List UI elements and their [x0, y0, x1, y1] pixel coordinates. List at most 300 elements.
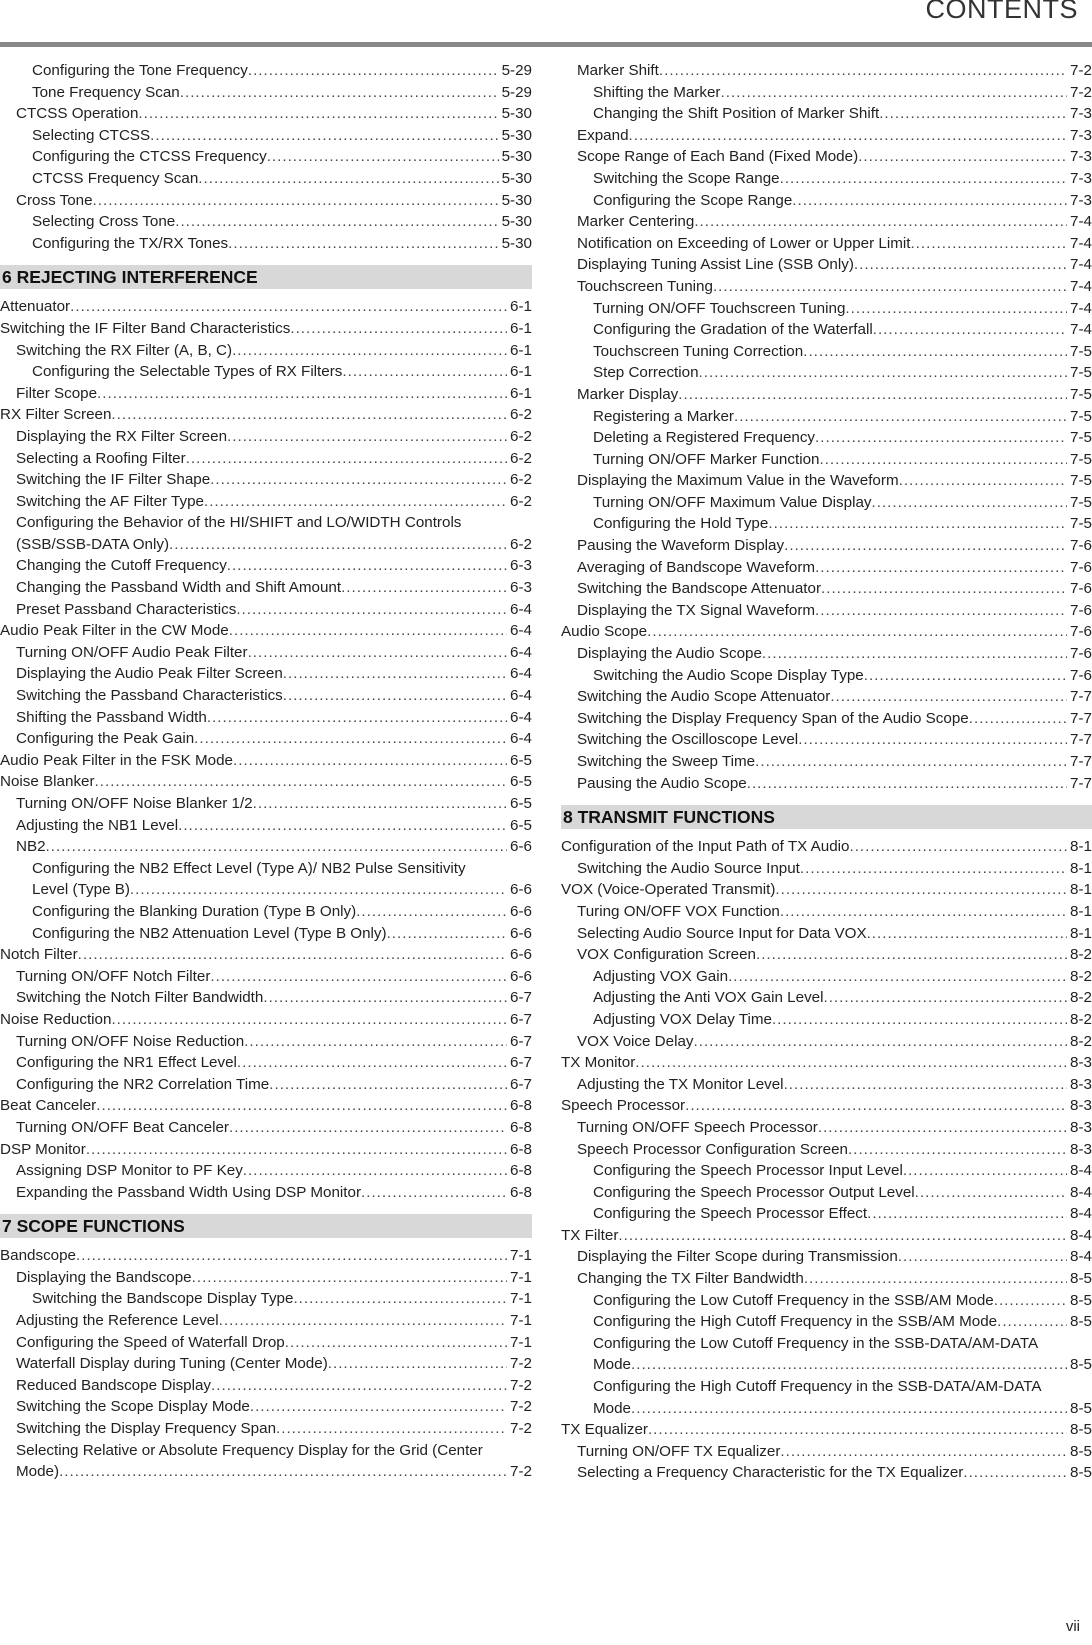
toc-entry-title: Turning ON/OFF Touchscreen Tuning	[593, 299, 846, 317]
toc-entry[interactable]	[561, 1031, 1092, 1053]
dot-leader	[194, 728, 507, 750]
toc-entry-title: Pausing the Audio Scope	[577, 774, 747, 792]
toc-entry-title: Configuring the Hold Type	[593, 515, 769, 533]
toc-entry[interactable]	[561, 773, 1092, 795]
toc-entry[interactable]	[561, 125, 1092, 147]
dot-leader	[830, 686, 1067, 708]
dot-leader	[211, 1375, 507, 1397]
toc-entry[interactable]	[561, 901, 1092, 923]
dot-leader	[290, 318, 507, 340]
toc-entry[interactable]	[561, 1268, 1092, 1290]
toc-entry-title: Marker Display	[577, 385, 679, 403]
dot-leader	[229, 1117, 507, 1139]
dot-leader	[780, 168, 1067, 190]
toc-entry[interactable]	[561, 923, 1092, 945]
toc-entry[interactable]	[561, 362, 1092, 384]
dot-leader	[253, 793, 507, 815]
toc-entry-page: 7-6	[1070, 623, 1092, 641]
toc-entry[interactable]	[0, 448, 532, 470]
toc-entry-title: Switching the Audio Source Input	[577, 859, 800, 877]
dot-leader	[815, 600, 1067, 622]
toc-entry-title: Touchscreen Tuning Correction	[593, 342, 804, 360]
toc-entry[interactable]	[561, 1117, 1092, 1139]
toc-entry[interactable]	[561, 621, 1092, 643]
dot-leader	[178, 815, 507, 837]
toc-entry-title: Configuring the NB2 Attenuation Level (Type B Only)	[32, 924, 387, 942]
toc-entry[interactable]	[0, 1182, 532, 1204]
toc-entry[interactable]	[561, 1052, 1092, 1074]
toc-entry[interactable]	[561, 190, 1092, 212]
toc-entry[interactable]	[0, 318, 532, 340]
toc-entry-page: 6-8	[510, 1162, 532, 1180]
toc-entry[interactable]	[0, 642, 532, 664]
toc-entry[interactable]	[561, 341, 1092, 363]
dot-leader	[845, 298, 1067, 320]
toc-entry[interactable]	[561, 254, 1092, 276]
toc-entry[interactable]	[561, 600, 1092, 622]
toc-entry[interactable]	[0, 1440, 532, 1483]
toc-entry[interactable]	[0, 469, 532, 491]
toc-entry[interactable]	[561, 276, 1092, 298]
dot-leader	[898, 1246, 1067, 1268]
toc-entry[interactable]	[561, 686, 1092, 708]
toc-entry[interactable]	[561, 557, 1092, 579]
dot-leader	[283, 663, 507, 685]
toc-entry-page: 5-30	[501, 169, 532, 187]
toc-entry-page: 7-7	[1070, 774, 1092, 792]
toc-entry[interactable]	[561, 1139, 1092, 1161]
toc-entry[interactable]	[561, 751, 1092, 773]
toc-entry[interactable]	[0, 987, 532, 1009]
toc-entry-page: 7-5	[1070, 472, 1092, 490]
toc-entry-page: 8-5	[1070, 1356, 1092, 1374]
dot-leader	[780, 901, 1067, 923]
dot-leader	[207, 707, 507, 729]
dot-leader	[618, 1225, 1067, 1247]
toc-entry-title: Configuring the Blanking Duration (Type B Only)	[32, 902, 357, 920]
dot-leader	[232, 340, 507, 362]
dot-leader	[635, 1052, 1067, 1074]
dot-leader	[138, 103, 498, 125]
dot-leader	[800, 858, 1067, 880]
dot-leader	[823, 987, 1067, 1009]
toc-entry-page: 7-4	[1070, 234, 1092, 252]
toc-entry-page: 7-6	[1070, 666, 1092, 684]
toc-entry-title: Turning ON/OFF Maximum Value Display	[593, 493, 872, 511]
dot-leader	[180, 82, 499, 104]
dot-leader	[210, 966, 507, 988]
toc-entry-title: Touchscreen Tuning	[577, 277, 713, 295]
toc-entry-title: Adjusting the NB1 Level	[16, 816, 179, 834]
toc-entry[interactable]	[561, 858, 1092, 880]
toc-entry-page: 6-2	[510, 427, 532, 445]
toc-entry[interactable]	[561, 427, 1092, 449]
dot-leader	[699, 362, 1068, 384]
toc-entry[interactable]	[0, 1245, 532, 1267]
toc-entry-title: Switching the Bandscope Display Type	[32, 1290, 294, 1308]
dot-leader	[903, 1160, 1067, 1182]
toc-entry-title: Audio Scope	[561, 623, 648, 641]
toc-entry[interactable]	[561, 60, 1092, 82]
toc-entry-title: Configuring the CTCSS Frequency	[32, 148, 267, 166]
dot-leader	[244, 1031, 507, 1053]
toc-entry[interactable]	[561, 578, 1092, 600]
dot-leader	[229, 620, 507, 642]
toc-entry-title: Switching the RX Filter (A, B, C)	[16, 341, 233, 359]
toc-entry-page: 8-5	[1070, 1313, 1092, 1331]
toc-entry-title: CTCSS Operation	[16, 105, 139, 123]
toc-entry-title: Configuring the Peak Gain	[16, 730, 195, 748]
toc-entry-title: Displaying Tuning Assist Line (SSB Only)	[577, 256, 854, 274]
toc-entry-title: Changing the Passband Width and Shift Amount	[16, 579, 342, 597]
toc-entry[interactable]	[0, 555, 532, 577]
dot-leader	[815, 557, 1067, 579]
toc-entry[interactable]	[0, 923, 532, 945]
toc-entry-page: 6-1	[510, 298, 532, 316]
dot-leader	[96, 1095, 507, 1117]
dot-leader	[248, 642, 507, 664]
toc-entry-page: 7-2	[1070, 62, 1092, 79]
toc-entry[interactable]	[561, 535, 1092, 557]
toc-entry[interactable]	[0, 82, 532, 104]
toc-entry[interactable]	[0, 1095, 532, 1117]
toc-entry-title: Switching the Scope Range	[593, 169, 780, 187]
toc-entry-title: Marker Shift	[577, 62, 659, 79]
dot-leader	[78, 944, 507, 966]
toc-entry[interactable]	[0, 103, 532, 125]
toc-entry[interactable]	[561, 513, 1092, 535]
toc-entry-page: 7-7	[1070, 709, 1092, 727]
toc-entry[interactable]	[0, 512, 532, 555]
toc-entry[interactable]	[0, 858, 532, 901]
toc-entry-title: Registering a Marker	[593, 407, 734, 425]
section-heading: 6 REJECTING INTERFERENCE	[0, 265, 532, 289]
toc-entry[interactable]	[0, 125, 532, 147]
toc-entry-title: Configuring the High Cutoff Frequency in the SSB/AM Mode	[593, 1313, 998, 1331]
toc-entry-title: Scope Range of Each Band (Fixed Mode)	[577, 148, 859, 166]
toc-entry[interactable]	[0, 1160, 532, 1182]
toc-entry-page: 5-30	[501, 191, 532, 209]
toc-entry[interactable]	[0, 599, 532, 621]
toc-entry[interactable]	[561, 1095, 1092, 1117]
dot-leader	[678, 384, 1067, 406]
toc-entry[interactable]	[561, 1203, 1092, 1225]
dot-leader	[803, 341, 1067, 363]
toc-entry-title: Switching the Notch Filter Bandwidth	[16, 989, 264, 1007]
toc-entry[interactable]	[561, 643, 1092, 665]
toc-entry-title: Changing the Cutoff Frequency	[16, 557, 227, 575]
toc-entry-page: 8-5	[1070, 1270, 1092, 1288]
toc-entry-page: 7-5	[1070, 364, 1092, 382]
toc-entry[interactable]	[0, 1288, 532, 1310]
toc-entry[interactable]	[561, 1311, 1092, 1333]
toc-entry[interactable]	[0, 771, 532, 793]
toc-entry-page: 8-3	[1070, 1054, 1092, 1072]
dot-leader	[867, 1203, 1067, 1225]
toc-entry-title: Configuring the Speech Processor Effect	[593, 1205, 868, 1223]
dot-leader	[915, 1182, 1067, 1204]
toc-entry-page: 6-4	[510, 622, 532, 640]
toc-entry-title: Beat Canceler	[0, 1097, 97, 1115]
toc-entry-page: 7-4	[1070, 277, 1092, 295]
toc-column-left	[0, 60, 532, 1483]
toc-entry-title: Assigning DSP Monitor to PF Key	[16, 1162, 243, 1180]
toc-entry-page: 6-6	[510, 924, 532, 942]
toc-entry[interactable]	[0, 728, 532, 750]
toc-entry-page: 8-3	[1070, 1118, 1092, 1136]
toc-entry[interactable]	[561, 384, 1092, 406]
toc-entry-page: 6-5	[510, 816, 532, 834]
toc-entry[interactable]	[561, 966, 1092, 988]
toc-entry[interactable]	[561, 82, 1092, 104]
toc-entry[interactable]	[0, 707, 532, 729]
toc-entry[interactable]	[561, 1376, 1092, 1419]
toc-entry-page: 6-2	[510, 535, 532, 553]
toc-entry[interactable]	[0, 750, 532, 772]
toc-entry[interactable]	[561, 319, 1092, 341]
toc-entry-page: 7-3	[1070, 126, 1092, 144]
toc-entry-title: Configuration of the Input Path of TX Audio	[561, 838, 850, 856]
toc-entry[interactable]	[561, 665, 1092, 687]
toc-entry[interactable]	[0, 404, 532, 426]
dot-leader	[59, 1461, 507, 1483]
toc-entry[interactable]	[561, 233, 1092, 255]
toc-entry-page: 7-2	[510, 1420, 532, 1438]
dot-leader	[768, 513, 1067, 535]
dot-leader	[858, 146, 1067, 168]
dot-leader	[798, 729, 1067, 751]
toc-entry[interactable]	[561, 103, 1092, 125]
dot-leader	[387, 923, 507, 945]
toc-entry[interactable]	[0, 361, 532, 383]
dot-leader	[248, 60, 499, 82]
toc-entry-title: Notification on Exceeding of Lower or Upper Limit	[577, 234, 911, 252]
toc-entry-page: 7-5	[1070, 342, 1092, 360]
dot-leader	[873, 319, 1067, 341]
toc-entry[interactable]	[0, 190, 532, 212]
toc-entry[interactable]	[0, 901, 532, 923]
toc-entry-page: 6-6	[510, 881, 532, 899]
toc-entry[interactable]	[561, 211, 1092, 233]
toc-entry-title: Cross Tone	[16, 191, 93, 209]
toc-entry-title: Selecting Cross Tone	[32, 213, 176, 231]
toc-entry-page: 6-6	[510, 946, 532, 964]
toc-entry-title: Switching the Sweep Time	[577, 753, 756, 770]
toc-entry[interactable]	[0, 1009, 532, 1031]
toc-entry-title: DSP Monitor	[0, 1140, 86, 1158]
toc-entry[interactable]	[561, 729, 1092, 751]
dot-leader	[328, 1353, 507, 1375]
toc-entry-page: 7-6	[1070, 580, 1092, 598]
toc-entry[interactable]	[561, 1441, 1092, 1463]
toc-entry-page: 8-3	[1070, 1075, 1092, 1093]
toc-entry[interactable]	[0, 836, 532, 858]
toc-entry-page: 6-5	[510, 795, 532, 812]
toc-entry-title: Displaying the Maximum Value in the Waveform	[577, 472, 899, 490]
toc-entry[interactable]	[561, 708, 1092, 730]
dot-leader	[631, 1398, 1067, 1420]
dot-leader	[233, 750, 507, 772]
dot-leader	[341, 577, 507, 599]
toc-entry[interactable]	[561, 1333, 1092, 1376]
dot-leader	[342, 361, 507, 383]
toc-entry-title: Configuring the Gradation of the Waterfall	[593, 321, 873, 339]
toc-entry[interactable]	[561, 879, 1092, 901]
toc-entry-title: Turning ON/OFF Audio Peak Filter	[16, 643, 248, 661]
dot-leader	[111, 1009, 507, 1031]
dot-leader	[780, 1441, 1067, 1463]
toc-entry[interactable]	[561, 1182, 1092, 1204]
toc-entry-page: 7-7	[1070, 753, 1092, 770]
toc-entry[interactable]	[561, 1009, 1092, 1031]
dot-leader	[994, 1290, 1067, 1312]
toc-entry-title: Adjusting the Reference Level	[16, 1312, 219, 1330]
toc-entry[interactable]	[561, 1074, 1092, 1096]
toc-entry-title: Tone Frequency Scan	[32, 83, 180, 101]
dot-leader	[169, 534, 507, 556]
toc-entry-title: Switching the Display Frequency Span	[16, 1420, 277, 1438]
toc-entry[interactable]	[561, 836, 1092, 858]
toc-entry-page: 8-3	[1070, 1140, 1092, 1158]
toc-entry-title: Waterfall Display during Tuning (Center Mode)	[16, 1355, 328, 1373]
toc-entry[interactable]	[0, 620, 532, 642]
toc-entry-title: Displaying the Bandscope	[16, 1268, 192, 1286]
toc-entry[interactable]	[0, 340, 532, 362]
toc-entry-title-line1: Configuring the High Cutoff Frequency in the SSB-DATA/AM-DATA	[593, 1378, 1042, 1396]
toc-entry-page: 8-1	[1070, 881, 1092, 899]
toc-entry[interactable]	[0, 1139, 532, 1161]
toc-entry[interactable]	[0, 296, 532, 318]
dot-leader	[792, 190, 1067, 212]
dot-leader	[629, 125, 1068, 147]
toc-entry[interactable]	[561, 1462, 1092, 1484]
toc-entry-page: 6-4	[510, 687, 532, 705]
toc-entry-title: Displaying the Audio Peak Filter Screen	[16, 665, 283, 683]
toc-entry-title: Mode)	[16, 1463, 60, 1481]
toc-entry[interactable]	[0, 233, 532, 255]
toc-entry-page: 7-5	[1070, 429, 1092, 447]
toc-entry[interactable]	[0, 60, 532, 82]
toc-entry[interactable]	[0, 966, 532, 988]
toc-entry-title: Turning ON/OFF Marker Function	[593, 450, 820, 468]
toc-entry-title: Displaying the Audio Scope	[577, 645, 762, 663]
toc-entry[interactable]	[561, 1419, 1092, 1441]
toc-entry[interactable]	[561, 1160, 1092, 1182]
toc-entry-title: Adjusting the TX Monitor Level	[577, 1075, 784, 1093]
toc-entry-page: 5-30	[501, 213, 532, 231]
toc-entry[interactable]	[0, 211, 532, 233]
toc-entry[interactable]	[0, 1031, 532, 1053]
toc-entry-title: Displaying the Filter Scope during Transmission	[577, 1248, 898, 1266]
toc-entry[interactable]	[0, 944, 532, 966]
toc-entry[interactable]	[0, 426, 532, 448]
toc-entry-page: 7-4	[1070, 299, 1092, 317]
toc-entry[interactable]	[0, 168, 532, 190]
toc-entry-title: Expand	[577, 126, 629, 144]
toc-entry-page: 5-30	[501, 126, 532, 144]
toc-entry-title: VOX Voice Delay	[577, 1032, 694, 1050]
toc-entry[interactable]	[0, 1267, 532, 1289]
dot-leader	[784, 535, 1067, 557]
dot-leader	[175, 211, 498, 233]
dot-leader	[867, 923, 1067, 945]
toc-entry-page: 8-5	[1070, 1442, 1092, 1460]
toc-entry[interactable]	[0, 383, 532, 405]
toc-entry[interactable]	[561, 944, 1092, 966]
toc-entry[interactable]	[561, 1246, 1092, 1268]
toc-entry[interactable]	[561, 298, 1092, 320]
toc-entry[interactable]	[0, 1375, 532, 1397]
dot-leader	[70, 296, 507, 318]
toc-entry[interactable]	[0, 1418, 532, 1440]
dot-leader	[713, 276, 1067, 298]
section-heading: 8 TRANSMIT FUNCTIONS	[561, 805, 1092, 829]
dot-leader	[276, 1418, 507, 1440]
toc-entry[interactable]	[0, 1310, 532, 1332]
dot-leader	[659, 60, 1067, 82]
toc-entry-page: 8-1	[1070, 924, 1092, 942]
dot-leader	[910, 233, 1067, 255]
toc-entry[interactable]	[0, 793, 532, 815]
toc-entry-title: Preset Passband Characteristics	[16, 600, 237, 618]
toc-entry-page: 7-4	[1070, 321, 1092, 339]
toc-entry-title: Configuring the Speech Processor Input Level	[593, 1162, 903, 1180]
toc-entry[interactable]	[0, 1074, 532, 1096]
toc-entry-title: Adjusting the Anti VOX Gain Level	[593, 989, 824, 1007]
dot-leader	[756, 944, 1067, 966]
toc-entry-page: 7-6	[1070, 601, 1092, 619]
toc-entry[interactable]	[561, 168, 1092, 190]
toc-entry[interactable]	[0, 1117, 532, 1139]
toc-entry[interactable]	[561, 987, 1092, 1009]
toc-entry-title: Filter Scope	[16, 384, 98, 402]
toc-entry[interactable]	[561, 1225, 1092, 1247]
dot-leader	[198, 168, 498, 190]
toc-entry[interactable]	[0, 491, 532, 513]
toc-entry-page: 7-1	[510, 1333, 532, 1351]
toc-entry[interactable]	[0, 815, 532, 837]
toc-entry[interactable]	[0, 577, 532, 599]
toc-entry-page: 8-4	[1070, 1183, 1092, 1201]
toc-entry[interactable]	[561, 406, 1092, 428]
dot-leader	[755, 751, 1067, 773]
toc-entry[interactable]	[0, 1353, 532, 1375]
toc-entry[interactable]	[0, 146, 532, 168]
toc-entry-title: Mode	[593, 1356, 631, 1374]
dot-leader	[46, 836, 508, 858]
toc-entry-title: Turning ON/OFF Notch Filter	[16, 967, 211, 985]
toc-entry[interactable]	[561, 1290, 1092, 1312]
toc-entry-title: Mode	[593, 1399, 631, 1417]
toc-entry-title-line1: Configuring the Low Cutoff Frequency in the SSB-DATA/AM-DATA	[593, 1334, 1039, 1352]
dot-leader	[997, 1311, 1067, 1333]
dot-leader	[854, 254, 1067, 276]
toc-entry[interactable]	[0, 1396, 532, 1418]
toc-entry[interactable]	[0, 1332, 532, 1354]
toc-entry-title: Switching the Audio Scope Attenuator	[577, 688, 831, 706]
dot-leader	[227, 555, 507, 577]
toc-entry[interactable]	[561, 146, 1092, 168]
toc-entry[interactable]	[0, 663, 532, 685]
toc-entry[interactable]	[561, 449, 1092, 471]
toc-entry[interactable]	[0, 685, 532, 707]
dot-leader	[361, 1182, 507, 1204]
toc-entry-title: Changing the TX Filter Bandwidth	[577, 1270, 804, 1288]
toc-entry[interactable]	[561, 470, 1092, 492]
toc-entry[interactable]	[561, 492, 1092, 514]
dot-leader	[243, 1160, 507, 1182]
toc-entry[interactable]	[0, 1052, 532, 1074]
